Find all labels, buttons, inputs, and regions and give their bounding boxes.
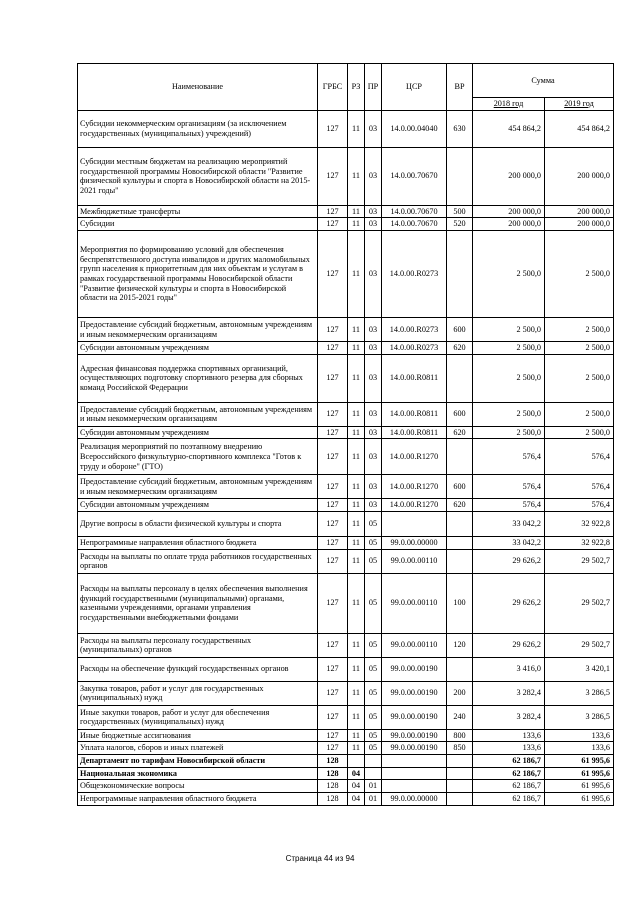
- row-sum-2018: 62 186,7: [473, 793, 545, 806]
- row-rz: 11: [348, 342, 365, 355]
- row-name: Субсидии: [78, 218, 318, 231]
- row-rz: 11: [348, 147, 365, 205]
- row-vr: 600: [447, 402, 473, 426]
- row-vr: 600: [447, 475, 473, 499]
- row-name: Предоставление субсидий бюджетным, автономным учреждениям и иным некоммерческим организациям: [78, 318, 318, 342]
- row-pr: [365, 767, 382, 780]
- row-sum-2018: 33 042,2: [473, 512, 545, 537]
- row-sum-2018: 62 186,7: [473, 780, 545, 793]
- row-sum-2019: 200 000,0: [545, 205, 614, 218]
- row-sum-2018: 29 626,2: [473, 633, 545, 657]
- row-pr: 03: [365, 218, 382, 231]
- row-csr: 14.0.00.04040: [382, 110, 447, 147]
- row-grbs: 127: [318, 681, 348, 705]
- row-rz: 11: [348, 439, 365, 475]
- row-rz: 11: [348, 426, 365, 439]
- row-name: Предоставление субсидий бюджетным, автономным учреждениям и иным некоммерческим организациям: [78, 475, 318, 499]
- row-grbs: 127: [318, 537, 348, 550]
- row-csr: 14.0.00.R0273: [382, 318, 447, 342]
- row-pr: 05: [365, 681, 382, 705]
- row-sum-2018: 2 500,0: [473, 342, 545, 355]
- table-row: [78, 767, 614, 780]
- row-vr: [447, 780, 473, 793]
- row-csr: [382, 780, 447, 793]
- row-pr: 05: [365, 705, 382, 729]
- row-rz: 11: [348, 549, 365, 573]
- table-row: [78, 354, 614, 402]
- row-rz: 11: [348, 729, 365, 742]
- row-grbs: 127: [318, 354, 348, 402]
- row-pr: 05: [365, 657, 382, 681]
- row-pr: [365, 755, 382, 768]
- row-sum-2019: 200 000,0: [545, 218, 614, 231]
- row-csr: 14.0.00.70670: [382, 205, 447, 218]
- row-sum-2018: 2 500,0: [473, 318, 545, 342]
- row-grbs: 128: [318, 767, 348, 780]
- row-pr: 03: [365, 110, 382, 147]
- row-sum-2019: 133,6: [545, 742, 614, 755]
- table-row: [78, 549, 614, 573]
- table-row: [78, 231, 614, 318]
- row-sum-2018: 454 864,2: [473, 110, 545, 147]
- row-sum-2019: 29 502,7: [545, 633, 614, 657]
- row-csr: 99.0.00.00190: [382, 729, 447, 742]
- row-pr: 03: [365, 426, 382, 439]
- row-csr: 99.0.00.00110: [382, 573, 447, 633]
- row-rz: 11: [348, 499, 365, 512]
- row-sum-2019: 133,6: [545, 729, 614, 742]
- row-rz: 11: [348, 402, 365, 426]
- table-row: [78, 342, 614, 355]
- page-number: Страница 44 из 94: [285, 854, 355, 863]
- row-name: Расходы на выплаты персоналу государственных (муниципальных) органов: [78, 633, 318, 657]
- table-row: [78, 537, 614, 550]
- row-name: Субсидии автономным учреждениям: [78, 342, 318, 355]
- row-vr: [447, 657, 473, 681]
- row-sum-2019: 29 502,7: [545, 573, 614, 633]
- row-csr: 14.0.00.R0273: [382, 231, 447, 318]
- row-grbs: 127: [318, 499, 348, 512]
- row-name: Субсидии автономным учреждениям: [78, 426, 318, 439]
- row-name: Непрограммные направления областного бюджета: [78, 793, 318, 806]
- row-sum-2018: 200 000,0: [473, 218, 545, 231]
- header-pr: ПР: [365, 64, 382, 111]
- row-rz: 11: [348, 573, 365, 633]
- table-row: [78, 402, 614, 426]
- row-csr: 99.0.00.00000: [382, 537, 447, 550]
- row-rz: 11: [348, 657, 365, 681]
- row-vr: [447, 439, 473, 475]
- row-sum-2019: 200 000,0: [545, 147, 614, 205]
- row-csr: 99.0.00.00190: [382, 742, 447, 755]
- header-sum: Сумма: [473, 64, 614, 98]
- table-row: [78, 742, 614, 755]
- row-name: Другие вопросы в области физической культуры и спорта: [78, 512, 318, 537]
- row-pr: 05: [365, 573, 382, 633]
- row-pr: 03: [365, 205, 382, 218]
- table-row: [78, 657, 614, 681]
- row-name: Субсидии автономным учреждениям: [78, 499, 318, 512]
- row-rz: 04: [348, 793, 365, 806]
- row-vr: 620: [447, 426, 473, 439]
- row-sum-2018: 2 500,0: [473, 402, 545, 426]
- row-grbs: 127: [318, 110, 348, 147]
- row-sum-2019: 29 502,7: [545, 549, 614, 573]
- header-csr: ЦСР: [382, 64, 447, 111]
- table-row: [78, 218, 614, 231]
- table-row: [78, 110, 614, 147]
- row-rz: 11: [348, 218, 365, 231]
- row-pr: 05: [365, 512, 382, 537]
- row-csr: 14.0.00.R0811: [382, 426, 447, 439]
- row-pr: 01: [365, 793, 382, 806]
- row-csr: [382, 767, 447, 780]
- row-csr: 14.0.00.R1270: [382, 499, 447, 512]
- row-sum-2019: 2 500,0: [545, 342, 614, 355]
- row-rz: 11: [348, 205, 365, 218]
- row-sum-2018: 29 626,2: [473, 573, 545, 633]
- row-sum-2018: 3 282,4: [473, 705, 545, 729]
- row-sum-2019: 61 995,6: [545, 780, 614, 793]
- row-vr: 800: [447, 729, 473, 742]
- row-name: Субсидии некоммерческим организациям (за исключением государственных (муниципальных) учреждений): [78, 110, 318, 147]
- table-row: [78, 439, 614, 475]
- row-vr: [447, 537, 473, 550]
- row-rz: 11: [348, 633, 365, 657]
- row-pr: 03: [365, 439, 382, 475]
- row-rz: 11: [348, 512, 365, 537]
- row-vr: 620: [447, 499, 473, 512]
- row-sum-2019: 2 500,0: [545, 426, 614, 439]
- row-pr: 05: [365, 633, 382, 657]
- row-rz: 11: [348, 354, 365, 402]
- budget-table: [77, 63, 614, 806]
- row-rz: 11: [348, 537, 365, 550]
- row-sum-2018: 62 186,7: [473, 767, 545, 780]
- row-sum-2018: 133,6: [473, 742, 545, 755]
- row-csr: 14.0.00.R1270: [382, 439, 447, 475]
- row-csr: 14.0.00.R1270: [382, 475, 447, 499]
- row-vr: 120: [447, 633, 473, 657]
- row-csr: [382, 755, 447, 768]
- row-grbs: 127: [318, 318, 348, 342]
- header-rz: РЗ: [348, 64, 365, 111]
- row-vr: 100: [447, 573, 473, 633]
- row-vr: [447, 767, 473, 780]
- row-sum-2018: 576,4: [473, 475, 545, 499]
- row-vr: 500: [447, 205, 473, 218]
- row-pr: 03: [365, 402, 382, 426]
- table-row: [78, 633, 614, 657]
- row-name: Национальная экономика: [78, 767, 318, 780]
- row-sum-2019: 61 995,6: [545, 793, 614, 806]
- row-grbs: 127: [318, 549, 348, 573]
- row-pr: 05: [365, 742, 382, 755]
- row-vr: 200: [447, 681, 473, 705]
- row-pr: 03: [365, 147, 382, 205]
- row-name: Расходы на обеспечение функций государственных органов: [78, 657, 318, 681]
- row-sum-2019: 3 420,1: [545, 657, 614, 681]
- row-sum-2019: 2 500,0: [545, 354, 614, 402]
- row-grbs: 128: [318, 755, 348, 768]
- table-row: [78, 705, 614, 729]
- row-name: Реализация мероприятий по поэтапному внедрению Всероссийского физкультурно-спортивного комплекса "Готов к труду и обороне" (ГТО): [78, 439, 318, 475]
- row-name: Иные закупки товаров, работ и услуг для обеспечения государственных (муниципальных) нужд: [78, 705, 318, 729]
- row-rz: [348, 755, 365, 768]
- row-name: Непрограммные направления областного бюджета: [78, 537, 318, 550]
- row-sum-2018: 3 416,0: [473, 657, 545, 681]
- row-sum-2019: 576,4: [545, 475, 614, 499]
- row-vr: [447, 793, 473, 806]
- row-grbs: 127: [318, 475, 348, 499]
- row-grbs: 127: [318, 573, 348, 633]
- row-pr: 03: [365, 354, 382, 402]
- row-grbs: 127: [318, 231, 348, 318]
- row-name: Расходы на выплаты персоналу в целях обеспечения выполнения функций государственными (муниципальными) органами, казенными учреждениями, органами управления государственными внебюджетными фондами: [78, 573, 318, 633]
- row-csr: 14.0.00.R0811: [382, 354, 447, 402]
- table-body: [78, 110, 614, 805]
- row-name: Мероприятия по формированию условий для обеспечения беспрепятственного доступа инвалидов и других маломобильных групп населения к приоритетным для них объектам и услугам в рамках государственной программы Новосибирской области "Развитие физической культуры и спорта в Новосибирской области на 2015-2021 годы": [78, 231, 318, 318]
- table-row: [78, 573, 614, 633]
- row-csr: 14.0.00.R0811: [382, 402, 447, 426]
- row-sum-2018: 62 186,7: [473, 755, 545, 768]
- row-sum-2018: 2 500,0: [473, 354, 545, 402]
- row-grbs: 127: [318, 426, 348, 439]
- row-name: Адресная финансовая поддержка спортивных организаций, осуществляющих подготовку спортивного резерва для сборных команд Российской Федерации: [78, 354, 318, 402]
- header-vr: ВР: [447, 64, 473, 111]
- row-sum-2019: 61 995,6: [545, 755, 614, 768]
- row-sum-2019: 32 922,8: [545, 537, 614, 550]
- row-csr: 99.0.00.00110: [382, 633, 447, 657]
- row-grbs: 127: [318, 439, 348, 475]
- row-sum-2018: 200 000,0: [473, 205, 545, 218]
- table-row: [78, 499, 614, 512]
- row-pr: 05: [365, 729, 382, 742]
- row-grbs: 127: [318, 705, 348, 729]
- row-vr: 630: [447, 110, 473, 147]
- table-row: [78, 318, 614, 342]
- row-sum-2019: 576,4: [545, 499, 614, 512]
- row-rz: 11: [348, 318, 365, 342]
- header-name: Наименование: [78, 64, 318, 111]
- table-row: [78, 512, 614, 537]
- table-row: [78, 780, 614, 793]
- row-sum-2018: 576,4: [473, 499, 545, 512]
- header-year-2019: 2019 год: [545, 98, 614, 111]
- table-row: [78, 793, 614, 806]
- row-sum-2019: 2 500,0: [545, 231, 614, 318]
- row-vr: [447, 147, 473, 205]
- row-grbs: 127: [318, 342, 348, 355]
- row-sum-2018: 3 282,4: [473, 681, 545, 705]
- row-vr: [447, 231, 473, 318]
- header-year-2018: 2018 год: [473, 98, 545, 111]
- row-sum-2019: 3 286,5: [545, 705, 614, 729]
- row-csr: 99.0.00.00000: [382, 793, 447, 806]
- row-sum-2018: 576,4: [473, 439, 545, 475]
- row-csr: 14.0.00.70670: [382, 218, 447, 231]
- row-sum-2019: 32 922,8: [545, 512, 614, 537]
- row-rz: 04: [348, 780, 365, 793]
- row-vr: [447, 549, 473, 573]
- row-pr: 03: [365, 231, 382, 318]
- row-rz: 11: [348, 231, 365, 318]
- row-sum-2019: 2 500,0: [545, 402, 614, 426]
- row-grbs: 128: [318, 793, 348, 806]
- row-vr: [447, 354, 473, 402]
- table-row: [78, 681, 614, 705]
- row-sum-2018: 29 626,2: [473, 549, 545, 573]
- row-grbs: 127: [318, 218, 348, 231]
- row-grbs: 127: [318, 402, 348, 426]
- row-grbs: 127: [318, 657, 348, 681]
- table-row: [78, 205, 614, 218]
- row-sum-2018: 2 500,0: [473, 231, 545, 318]
- row-csr: 99.0.00.00190: [382, 657, 447, 681]
- row-grbs: 127: [318, 729, 348, 742]
- row-rz: 11: [348, 705, 365, 729]
- row-csr: 99.0.00.00190: [382, 681, 447, 705]
- row-pr: 03: [365, 318, 382, 342]
- row-name: Закупка товаров, работ и услуг для государственных (муниципальных) нужд: [78, 681, 318, 705]
- row-grbs: 127: [318, 512, 348, 537]
- row-name: Субсидии местным бюджетам на реализацию мероприятий государственной программы Новосибирской области "Развитие физической культуры и спорта в Новосибирской области на 2015-2021 годы": [78, 147, 318, 205]
- row-vr: [447, 755, 473, 768]
- row-name: Департамент по тарифам Новосибирской области: [78, 755, 318, 768]
- row-pr: 03: [365, 499, 382, 512]
- header-grbs: ГРБС: [318, 64, 348, 111]
- row-name: Общеэкономические вопросы: [78, 780, 318, 793]
- row-pr: 05: [365, 549, 382, 573]
- row-pr: 01: [365, 780, 382, 793]
- row-rz: 11: [348, 110, 365, 147]
- row-sum-2018: 2 500,0: [473, 426, 545, 439]
- row-grbs: 127: [318, 205, 348, 218]
- row-csr: 14.0.00.70670: [382, 147, 447, 205]
- row-pr: 03: [365, 342, 382, 355]
- row-rz: 11: [348, 681, 365, 705]
- row-name: Иные бюджетные ассигнования: [78, 729, 318, 742]
- row-rz: 04: [348, 767, 365, 780]
- row-sum-2018: 200 000,0: [473, 147, 545, 205]
- row-sum-2018: 33 042,2: [473, 537, 545, 550]
- table-row: [78, 426, 614, 439]
- row-csr: 99.0.00.00110: [382, 549, 447, 573]
- row-grbs: 128: [318, 780, 348, 793]
- row-grbs: 127: [318, 633, 348, 657]
- row-pr: 05: [365, 537, 382, 550]
- row-sum-2018: 133,6: [473, 729, 545, 742]
- table-row: [78, 475, 614, 499]
- row-grbs: 127: [318, 147, 348, 205]
- row-rz: 11: [348, 475, 365, 499]
- table-row: [78, 147, 614, 205]
- table-row: [78, 755, 614, 768]
- row-csr: 14.0.00.R0273: [382, 342, 447, 355]
- row-sum-2019: 2 500,0: [545, 318, 614, 342]
- row-name: Межбюджетные трансферты: [78, 205, 318, 218]
- row-name: Уплата налогов, сборов и иных платежей: [78, 742, 318, 755]
- row-vr: 520: [447, 218, 473, 231]
- row-vr: 850: [447, 742, 473, 755]
- row-name: Предоставление субсидий бюджетным, автономным учреждениям и иным некоммерческим организациям: [78, 402, 318, 426]
- row-csr: [382, 512, 447, 537]
- row-rz: 11: [348, 742, 365, 755]
- row-sum-2019: 3 286,5: [545, 681, 614, 705]
- row-grbs: 127: [318, 742, 348, 755]
- row-vr: 600: [447, 318, 473, 342]
- row-vr: 620: [447, 342, 473, 355]
- row-pr: 03: [365, 475, 382, 499]
- row-vr: 240: [447, 705, 473, 729]
- row-csr: 99.0.00.00190: [382, 705, 447, 729]
- table-row: [78, 729, 614, 742]
- row-sum-2019: 576,4: [545, 439, 614, 475]
- row-name: Расходы на выплаты по оплате труда работников государственных органов: [78, 549, 318, 573]
- row-sum-2019: 61 995,6: [545, 767, 614, 780]
- row-sum-2019: 454 864,2: [545, 110, 614, 147]
- row-vr: [447, 512, 473, 537]
